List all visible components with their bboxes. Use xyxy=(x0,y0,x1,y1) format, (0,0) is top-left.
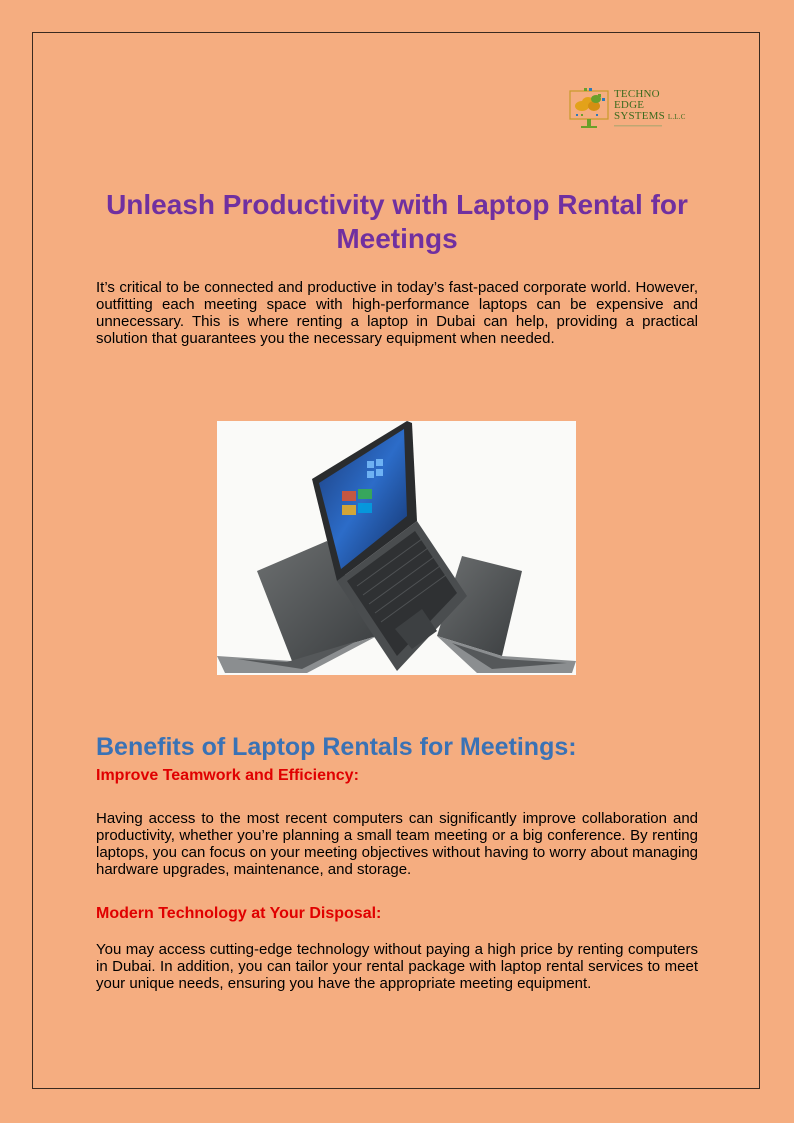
teamwork-subheading: Improve Teamwork and Efficiency: xyxy=(96,767,359,784)
laptops-photo xyxy=(217,421,576,675)
logo-line-2: EDGE xyxy=(614,99,645,111)
teamwork-paragraph: Having access to the most recent computers can significantly improve collaboration and productivity, whether you’re planning a small team meeting or a big conference. By renting laptops, you can focus on your meeting objectives without having to worry about managing hardware upgrades, maintenance, and storage. xyxy=(96,810,698,878)
tagline-decoration xyxy=(614,124,664,128)
page-title: Unleash Productivity with Laptop Rental for Meetings xyxy=(106,189,688,254)
logo-line-1: TECHNO xyxy=(614,88,660,100)
monitor-cloud-icon xyxy=(568,88,612,134)
benefits-heading: Benefits of Laptop Rentals for Meetings: xyxy=(96,733,577,761)
logo-line-3: SYSTEMS xyxy=(614,110,665,122)
logo-wordmark xyxy=(614,89,686,123)
technology-paragraph: You may access cutting-edge technology without paying a high price by renting computers in Dubai. In addition, you can tailor your rental package with laptop rental services to meet your unique needs, ensuring you have the appropriate meeting equipment. xyxy=(96,941,698,992)
technology-subheading: Modern Technology at Your Disposal: xyxy=(96,905,382,922)
logo-line-3-wrap xyxy=(614,111,686,123)
company-logo xyxy=(568,88,708,134)
intro-paragraph: It’s critical to be connected and productive in today’s fast-paced corporate world. However, outfitting each meeting space with high-performance laptops can be expensive and unnecessary. This is where renting a laptop in Dubai can help, providing a practical solution that guarantees you the necessary equipment when needed. xyxy=(96,279,698,347)
laptops-illustration xyxy=(217,421,576,675)
logo-suffix: L.L.C xyxy=(667,113,686,121)
